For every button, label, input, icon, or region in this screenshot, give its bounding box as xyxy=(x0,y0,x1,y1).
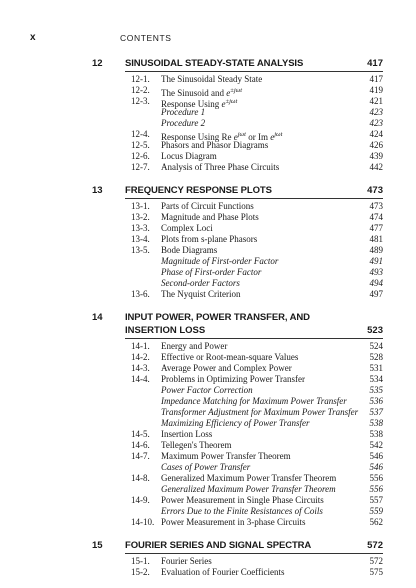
section-number: 12-2. xyxy=(131,85,150,95)
section-title: Errors Due to the Finite Resistances of Coils xyxy=(161,506,323,516)
section-entry xyxy=(0,517,416,528)
chapter-number: 14 xyxy=(92,312,103,323)
chapter-title-line2: INSERTION LOSS xyxy=(125,325,206,336)
subsection-entry xyxy=(0,118,416,129)
section-number: 14-2. xyxy=(131,352,150,362)
section-page: 572 xyxy=(369,556,383,566)
chapter-number: 15 xyxy=(92,540,103,551)
section-title: Transformer Adjustment for Maximum Power Transfer xyxy=(161,407,359,417)
section-title: The Sinusoid and $e^{\pm j\omega t}$ xyxy=(161,87,243,98)
section-page: 537 xyxy=(369,407,383,417)
section-title: Power Measurement in Single Phase Circuits xyxy=(161,495,324,505)
section-page: 423 xyxy=(369,118,383,128)
section-page: 426 xyxy=(369,140,383,150)
section-number: 13-3. xyxy=(131,223,150,233)
chapter-title: FREQUENCY RESPONSE PLOTS xyxy=(125,185,272,196)
section-entry xyxy=(0,245,416,256)
section-title: Response Using $e^{\pm j\omega t}$ xyxy=(161,98,238,109)
section-title: Phase of First-order Factor xyxy=(161,267,262,277)
section-page: 473 xyxy=(369,201,383,211)
section-page: 542 xyxy=(369,440,383,450)
section-entry xyxy=(0,140,416,151)
section-number: 14-10. xyxy=(131,517,155,527)
section-number: 12-1. xyxy=(131,74,150,84)
chapter-rule-bottom xyxy=(125,338,383,339)
section-number: 13-1. xyxy=(131,201,150,211)
section-page: 439 xyxy=(369,151,383,161)
section-title: The Sinusoidal Steady State xyxy=(161,74,263,84)
subsection-entry xyxy=(0,418,416,429)
section-page: 481 xyxy=(369,234,383,244)
section-list xyxy=(0,74,416,173)
section-number: 12-5. xyxy=(131,140,150,150)
subsection-entry xyxy=(0,484,416,495)
section-page: 556 xyxy=(369,484,383,494)
chapter-section xyxy=(0,310,416,528)
section-page: 535 xyxy=(369,385,383,395)
section-number: 14-1. xyxy=(131,341,150,351)
chapter-rule-bottom xyxy=(125,71,383,72)
section-page: 493 xyxy=(369,267,383,277)
section-title: Problems in Optimizing Power Transfer xyxy=(161,374,305,384)
section-page: 442 xyxy=(369,162,383,172)
section-entry xyxy=(0,567,416,578)
section-entry xyxy=(0,341,416,352)
section-number: 14-3. xyxy=(131,363,150,373)
section-title: Analysis of Three Phase Circuits xyxy=(161,162,280,172)
section-entry xyxy=(0,440,416,451)
section-number: 12-7. xyxy=(131,162,150,172)
section-list xyxy=(0,556,416,578)
section-entry xyxy=(0,556,416,567)
section-number: 13-5. xyxy=(131,245,150,255)
section-page: 575 xyxy=(369,567,383,577)
chapter-rule-bottom xyxy=(125,198,383,199)
section-number: 12-3. xyxy=(131,96,150,106)
chapter-number: 12 xyxy=(92,58,103,69)
section-entry xyxy=(0,85,416,96)
section-page: 491 xyxy=(369,256,383,266)
section-title: Magnitude and Phase Plots xyxy=(161,212,259,222)
section-title: Bode Diagrams xyxy=(161,245,218,255)
section-entry xyxy=(0,374,416,385)
subsection-entry xyxy=(0,407,416,418)
section-page: 556 xyxy=(369,473,383,483)
section-page: 497 xyxy=(369,289,383,299)
section-page: 524 xyxy=(369,341,383,351)
section-title: Insertion Loss xyxy=(161,429,213,439)
section-list xyxy=(0,341,416,528)
section-number: 14-5. xyxy=(131,429,150,439)
section-page: 477 xyxy=(369,223,383,233)
section-number: 13-6. xyxy=(131,289,150,299)
section-number: 15-1. xyxy=(131,556,150,566)
section-number: 12-4. xyxy=(131,129,150,139)
chapter-page: 523 xyxy=(367,325,383,336)
section-page: 534 xyxy=(369,374,383,384)
subsection-entry xyxy=(0,256,416,267)
section-page: 557 xyxy=(369,495,383,505)
section-number: 14-6. xyxy=(131,440,150,450)
chapter-page: 473 xyxy=(367,185,383,196)
section-title: Impedance Matching for Maximum Power Transfer xyxy=(161,396,347,406)
section-title: The Nyquist Criterion xyxy=(161,289,241,299)
section-number: 14-8. xyxy=(131,473,150,483)
section-title: Second-order Factors xyxy=(161,278,240,288)
running-title: CONTENTS xyxy=(120,33,172,43)
section-title: Response Using Re $e^{j\omega t}$ or Im $e^{j\omega t}$ xyxy=(161,131,283,142)
section-title: Tellegen's Theorem xyxy=(161,440,232,450)
section-number: 14-4. xyxy=(131,374,150,384)
section-title: Parts of Circuit Functions xyxy=(161,201,254,211)
section-title: Phasors and Phasor Diagrams xyxy=(161,140,269,150)
section-entry xyxy=(0,234,416,245)
section-entry xyxy=(0,223,416,234)
section-title: Locus Diagram xyxy=(161,151,217,161)
section-title: Maximizing Efficiency of Power Transfer xyxy=(161,418,310,428)
section-title: Maximum Power Transfer Theorem xyxy=(161,451,291,461)
chapter-section xyxy=(0,56,416,173)
section-title: Generalized Maximum Power Transfer Theorem xyxy=(161,473,337,483)
section-page: 494 xyxy=(369,278,383,288)
section-entry xyxy=(0,429,416,440)
section-entry xyxy=(0,74,416,85)
subsection-entry xyxy=(0,462,416,473)
section-page: 489 xyxy=(369,245,383,255)
section-page: 546 xyxy=(369,462,383,472)
section-number: 13-2. xyxy=(131,212,150,222)
section-entry xyxy=(0,352,416,363)
chapter-title: FOURIER SERIES AND SIGNAL SPECTRA xyxy=(125,540,312,551)
section-entry xyxy=(0,451,416,462)
section-title: Fourier Series xyxy=(161,556,212,566)
section-page: 531 xyxy=(369,363,383,373)
page-number: x xyxy=(30,32,36,43)
section-title: Procedure 1 xyxy=(161,107,206,117)
section-list xyxy=(0,201,416,300)
chapter-heading xyxy=(0,310,416,337)
section-page: 546 xyxy=(369,451,383,461)
section-page: 559 xyxy=(369,506,383,516)
chapter-heading xyxy=(0,538,416,552)
section-entry xyxy=(0,495,416,506)
chapter-rule-bottom xyxy=(125,553,383,554)
section-entry xyxy=(0,473,416,484)
section-title: Effective or Root-mean-square Values xyxy=(161,352,299,362)
chapter-heading xyxy=(0,183,416,197)
section-title: Energy and Power xyxy=(161,341,228,351)
section-number: 12-6. xyxy=(131,151,150,161)
table-of-contents xyxy=(0,52,416,588)
section-number: 15-2. xyxy=(131,567,150,577)
section-entry xyxy=(0,151,416,162)
chapter-page: 417 xyxy=(367,58,383,69)
section-page: 474 xyxy=(369,212,383,222)
section-title: Generalized Maximum Power Transfer Theorem xyxy=(161,484,336,494)
section-entry xyxy=(0,129,416,140)
section-title: Complex Loci xyxy=(161,223,213,233)
chapter-section xyxy=(0,183,416,300)
chapter-title: SINUSOIDAL STEADY-STATE ANALYSIS xyxy=(125,58,304,69)
chapter-title: INPUT POWER, POWER TRANSFER, AND xyxy=(125,312,310,323)
section-entry xyxy=(0,162,416,173)
section-entry xyxy=(0,212,416,223)
section-entry xyxy=(0,96,416,107)
chapter-heading xyxy=(0,56,416,70)
section-page: 423 xyxy=(369,107,383,117)
chapter-number: 13 xyxy=(92,185,103,196)
section-title: Magnitude of First-order Factor xyxy=(161,256,279,266)
section-title: Average Power and Complex Power xyxy=(161,363,292,373)
section-number: 14-7. xyxy=(131,451,150,461)
section-title: Evaluation of Fourier Coefficients xyxy=(161,567,285,577)
section-title: Cases of Power Transfer xyxy=(161,462,251,472)
section-title: Power Factor Correction xyxy=(161,385,253,395)
section-page: 538 xyxy=(369,429,383,439)
section-page: 536 xyxy=(369,396,383,406)
section-entry xyxy=(0,289,416,300)
subsection-entry xyxy=(0,267,416,278)
section-page: 421 xyxy=(369,96,383,106)
section-entry xyxy=(0,363,416,374)
section-title: Procedure 2 xyxy=(161,118,206,128)
section-page: 417 xyxy=(369,74,383,84)
subsection-entry xyxy=(0,278,416,289)
section-number: 13-4. xyxy=(131,234,150,244)
subsection-entry xyxy=(0,107,416,118)
running-header xyxy=(30,32,386,46)
subsection-entry xyxy=(0,396,416,407)
subsection-entry xyxy=(0,385,416,396)
section-entry xyxy=(0,201,416,212)
section-page: 562 xyxy=(369,517,383,527)
section-page: 528 xyxy=(369,352,383,362)
section-page: 538 xyxy=(369,418,383,428)
subsection-entry xyxy=(0,506,416,517)
section-title: Plots from s-plane Phasors xyxy=(161,234,258,244)
chapter-page: 572 xyxy=(367,540,383,551)
chapter-section xyxy=(0,538,416,578)
section-page: 419 xyxy=(369,85,383,95)
section-title: Power Measurement in 3-phase Circuits xyxy=(161,517,306,527)
section-page: 424 xyxy=(369,129,383,139)
section-number: 14-9. xyxy=(131,495,150,505)
